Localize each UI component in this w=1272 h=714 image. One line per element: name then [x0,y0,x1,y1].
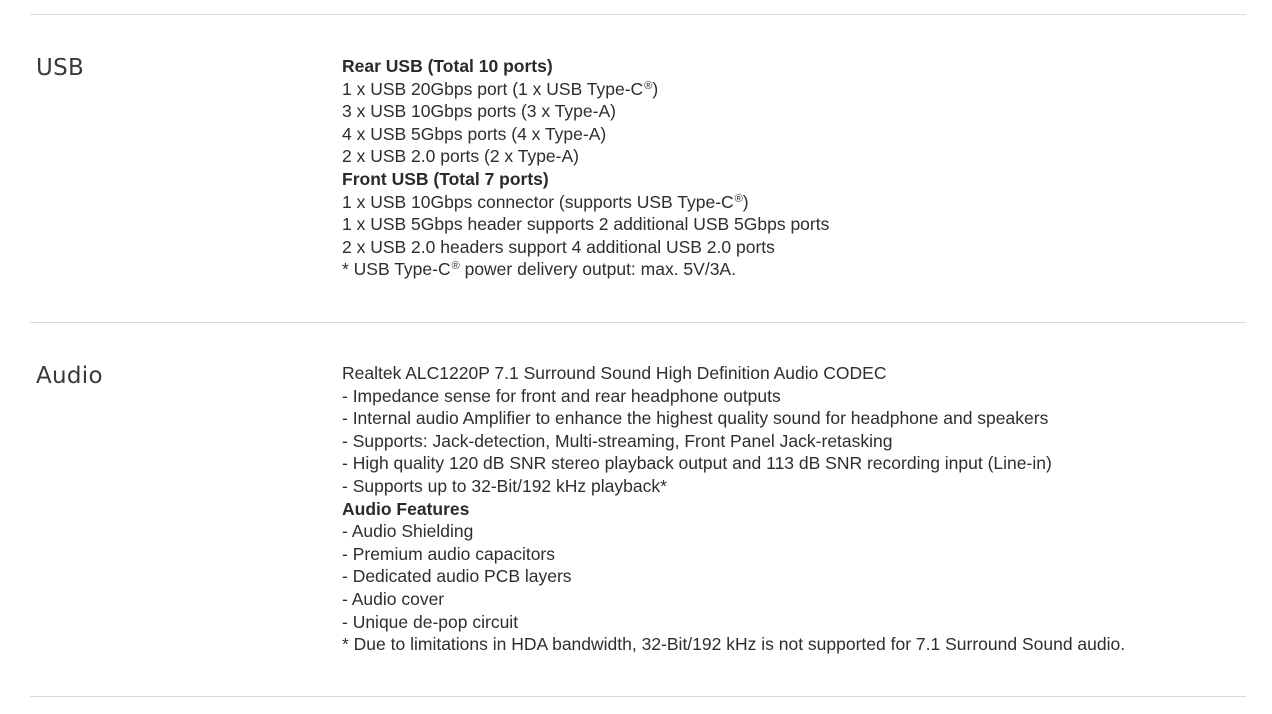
spec-text: - Premium audio capacitors [342,543,555,564]
spec-item [342,100,829,123]
spec-item [342,633,1125,656]
spec-text-suffix: ) [652,78,659,99]
spec-text: - Audio Shielding [342,521,474,542]
audio-spec-list [342,362,1125,656]
usb-section-title: USB [36,55,85,81]
spec-text: 1 x USB 10Gbps connector (supports USB Type-C [342,191,734,212]
spec-text: - Internal audio Amplifier to enhance the highest quality sound for headphone and speakers [342,408,1049,429]
spec-text: - Supports: Jack-detection, Multi-streaming, Front Panel Jack-retasking [342,430,893,451]
spec-text-suffix: power delivery output: max. 5V/3A. [459,259,736,280]
spec-item [342,78,829,101]
registered-mark: ® [451,260,460,273]
spec-item [342,213,829,236]
bottom-divider [30,696,1246,697]
spec-item [342,543,1125,566]
spec-item [342,611,1125,634]
spec-text: - High quality 120 dB SNR stereo playback output and 113 dB SNR recording input (Line-in) [342,453,1052,474]
spec-text: 2 x USB 2.0 ports (2 x Type-A) [342,146,579,167]
spec-text: 1 x USB 20Gbps port (1 x USB Type-C [342,78,644,99]
top-divider [30,14,1246,15]
spec-heading [342,168,829,191]
spec-text: Audio Features [342,498,470,519]
registered-mark: ® [734,192,743,205]
spec-item [342,407,1125,430]
spec-item [342,588,1125,611]
spec-item [342,123,829,146]
spec-text: Front USB (Total 7 ports) [342,168,549,189]
spec-item [342,565,1125,588]
spec-text: - Audio cover [342,588,445,609]
spec-text: 1 x USB 5Gbps header supports 2 additional USB 5Gbps ports [342,214,830,235]
spec-text: - Unique de-pop circuit [342,611,519,632]
spec-text: * USB Type-C [342,259,451,280]
spec-text: * Due to limitations in HDA bandwidth, 32-Bit/192 kHz is not supported for 7.1 Surround Sound audio. [342,634,1126,655]
spec-item [342,191,829,214]
spec-text: - Supports up to 32-Bit/192 kHz playback* [342,475,667,496]
spec-item [342,452,1125,475]
spec-text: - Dedicated audio PCB layers [342,566,572,587]
spec-item [342,430,1125,453]
usb-spec-list [342,55,829,281]
spec-item [342,145,829,168]
spec-text: - Impedance sense for front and rear headphone outputs [342,385,781,406]
spec-item [342,385,1125,408]
spec-text: 2 x USB 2.0 headers support 4 additional USB 2.0 ports [342,236,775,257]
spec-item [342,362,1125,385]
spec-heading [342,55,829,78]
spec-item [342,520,1125,543]
spec-text: 4 x USB 5Gbps ports (4 x Type-A) [342,123,607,144]
audio-section-title: Audio [36,363,103,389]
spec-text-suffix: ) [742,191,749,212]
usb-audio-divider [30,322,1246,323]
spec-item [342,475,1125,498]
registered-mark: ® [644,79,653,92]
spec-item [342,258,829,281]
spec-text: 3 x USB 10Gbps ports (3 x Type-A) [342,101,616,122]
spec-heading [342,498,1125,521]
spec-text: Realtek ALC1220P 7.1 Surround Sound High Definition Audio CODEC [342,363,887,383]
spec-text: Rear USB (Total 10 ports) [342,56,553,76]
spec-item [342,236,829,259]
